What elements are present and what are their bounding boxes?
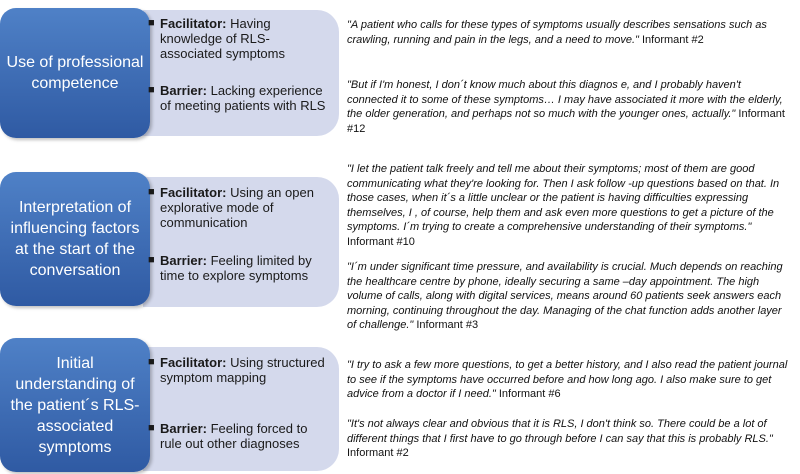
barrier-label: Barrier: xyxy=(160,421,207,436)
theme-3-facilitator xyxy=(148,355,330,385)
theme-3-title: Initial understanding of the patient´s RLS-associated symptoms xyxy=(10,354,140,456)
quote-informant: Informant #6 xyxy=(498,388,561,400)
bullet: ■ xyxy=(148,186,155,198)
bullet: ■ xyxy=(148,254,155,266)
quote-2-1 xyxy=(347,162,793,249)
theme-1-barrier xyxy=(148,83,330,113)
facilitator-label: Facilitator: xyxy=(160,185,227,200)
theme-2-box xyxy=(0,172,150,306)
quote-3-1 xyxy=(347,358,793,402)
quote-informant: Informant #2 xyxy=(347,447,409,459)
theme-3-barrier xyxy=(148,421,330,451)
barrier-label: Barrier: xyxy=(160,83,207,98)
quote-1-2 xyxy=(347,78,793,136)
barrier-text: Lacking experience of meeting patients with RLS xyxy=(160,83,326,113)
quote-text: "It's not always clear and obvious that it is RLS, I don't think so. There could be a lot of different things that I first have to go through before I can say that this is probably RLS." xyxy=(347,418,773,445)
bullet: ■ xyxy=(148,17,155,29)
barrier-label: Barrier: xyxy=(160,253,207,268)
theme-1-title: Use of professional competence xyxy=(6,54,144,92)
quote-text: "I let the patient talk freely and tell me about their symptoms; most of them are good communicating what they're looking for. Then I ask follow -up questions based on that. In those cases, when it´s a little unclear or the patient is having difficulties expressing themselves, I , of course, help them and ask even more questions to get a picture of the symptoms. I´m trying to create a comprehensive understanding of their symptoms." xyxy=(347,163,780,233)
quote-2-2 xyxy=(347,260,793,333)
quote-text: "But if I'm honest, I don´t know much about this diagnos e, and I probably haven't connected it to some of these symptoms… I may have associated it more with the elderly, the older generation, and perhaps not so much with the younger ones, actually." xyxy=(347,79,783,120)
facilitator-label: Facilitator: xyxy=(160,16,227,31)
quote-text: "I´m under significant time pressure, and availability is crucial. Much depends on reaching the healthcare centre by phone, ideally securing a same –day appointment. The high volume of calls, along with digital services, means around 60 patients seek answers each morning, continuing throughout the day. Managing of the chat function adds another layer of challenge." xyxy=(347,261,783,331)
quote-1-1 xyxy=(347,18,793,47)
facilitator-text: Using an open explorative mode of communication xyxy=(160,185,314,230)
quote-informant: Informant #2 xyxy=(642,33,704,46)
bullet: ■ xyxy=(148,84,155,96)
facilitator-label: Facilitator: xyxy=(160,355,227,370)
theme-1-box xyxy=(0,8,150,138)
quote-text: "I try to ask a few more questions, to get a better history, and I also read the patient journal to see if the symptoms have occurred before and how long ago. I also make sure to get advice from a doctor if I need." xyxy=(347,359,788,400)
quote-informant: Informant #3 xyxy=(416,319,479,331)
quote-text: "A patient who calls for these types of symptoms usually describes sensations such as crawling, running and pain in the legs, and a need to move." xyxy=(347,19,767,46)
quote-informant: Informant #10 xyxy=(347,235,415,248)
quote-3-2 xyxy=(347,417,793,461)
theme-3-box xyxy=(0,338,150,472)
barrier-text: Feeling forced to rule out other diagnoses xyxy=(160,421,308,451)
bullet: ■ xyxy=(148,356,155,368)
theme-2-facilitator xyxy=(148,185,330,230)
quote-informant: Informant #12 xyxy=(347,108,785,135)
theme-1-facilitator xyxy=(148,16,330,61)
theme-2-barrier xyxy=(148,253,330,283)
barrier-text: Feeling limited by time to explore symptoms xyxy=(160,253,312,283)
facilitator-text: Using structured symptom mapping xyxy=(160,355,325,385)
theme-2-title: Interpretation of influencing factors at the start of the conversation xyxy=(10,199,140,279)
facilitator-text: Having knowledge of RLS-associated symptoms xyxy=(160,16,285,61)
bullet: ■ xyxy=(148,422,155,434)
